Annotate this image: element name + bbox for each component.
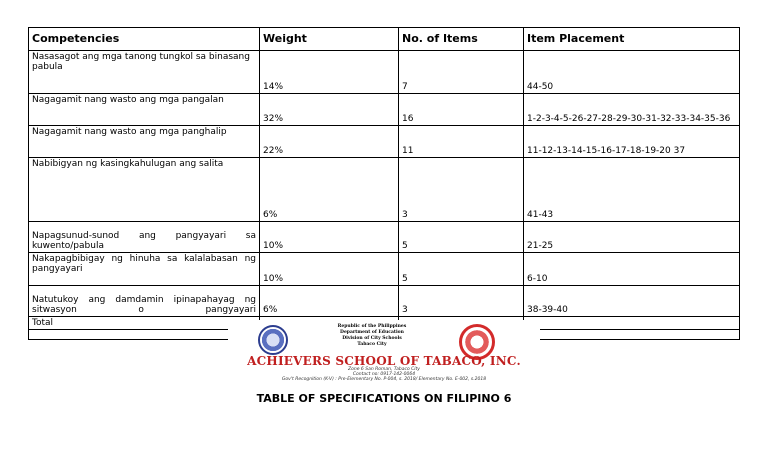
table-row	[29, 286, 740, 317]
weight-cell: 14%	[260, 51, 399, 94]
items-cell: 7	[399, 51, 524, 94]
items-cell: 5	[399, 253, 524, 286]
school-letterhead	[228, 320, 540, 388]
total-placement-cell	[524, 317, 740, 330]
competency-cell: Napagsunud-sunod ang pangyayari sa kuwento/pabula	[29, 222, 260, 253]
specifications-table	[28, 27, 740, 340]
items-cell: 3	[399, 286, 524, 317]
placement-cell: 1-2-3-4-5-26-27-28-29-30-31-32-33-34-35-36	[524, 94, 740, 126]
table-row	[29, 222, 740, 253]
weight-cell: 32%	[260, 94, 399, 126]
weight-cell: 22%	[260, 126, 399, 158]
placement-cell: 11-12-13-14-15-16-17-18-19-20 37	[524, 126, 740, 158]
competency-cell: Nakapagbibigay ng hinuha sa kalalabasan ng pangyayari	[29, 253, 260, 286]
header-competencies: Competencies	[29, 28, 260, 51]
table-row	[29, 51, 740, 94]
placement-cell: 6-10	[524, 253, 740, 286]
deped-seal-icon	[258, 325, 288, 355]
competency-cell: Natutukoy ang damdamin ipinapahayag ng sitwasyon o pangyayari	[29, 286, 260, 317]
letterhead-header: Republic of the Philippines Department of Education Division of City Schools Tabaco City	[337, 324, 407, 347]
placement-cell: 44-50	[524, 51, 740, 94]
weight-cell: 10%	[260, 222, 399, 253]
competency-cell: Nasasagot ang mga tanong tungkol sa binasang pabula	[29, 51, 260, 94]
school-address: Zone 6 San Roman, Tabaco City Contact no: 0917-142-0064 Gov't Recognition (K-V) : Pre-Elementary No. P-004, s. 2018/ Elementary No. E-002, s.2018	[281, 367, 487, 382]
competency-cell: Nagagamit nang wasto ang mga panghalip	[29, 126, 260, 158]
table-header-row	[29, 28, 740, 51]
header-no-of-items: No. of Items	[399, 28, 524, 51]
placement-cell: 21-25	[524, 222, 740, 253]
table-row	[29, 253, 740, 286]
items-cell: 11	[399, 126, 524, 158]
weight-cell: 6%	[260, 286, 399, 317]
weight-cell: 10%	[260, 253, 399, 286]
school-name: ACHIEVERS SCHOOL OF TABACO, INC.	[247, 354, 521, 368]
table-row	[29, 126, 740, 158]
document-title: TABLE OF SPECIFICATIONS ON FILIPINO 6	[256, 392, 512, 405]
header-item-placement: Item Placement	[524, 28, 740, 51]
table-row	[29, 94, 740, 126]
header-weight: Weight	[260, 28, 399, 51]
placement-cell: 41-43	[524, 158, 740, 222]
weight-cell: 6%	[260, 158, 399, 222]
competency-cell: Nabibigyan ng kasingkahulugan ang salita	[29, 158, 260, 222]
items-cell: 16	[399, 94, 524, 126]
items-cell: 5	[399, 222, 524, 253]
total-label: Total	[29, 317, 260, 330]
table-row	[29, 158, 740, 222]
items-cell: 3	[399, 158, 524, 222]
competency-cell: Nagagamit nang wasto ang mga pangalan	[29, 94, 260, 126]
placement-cell: 38-39-40	[524, 286, 740, 317]
